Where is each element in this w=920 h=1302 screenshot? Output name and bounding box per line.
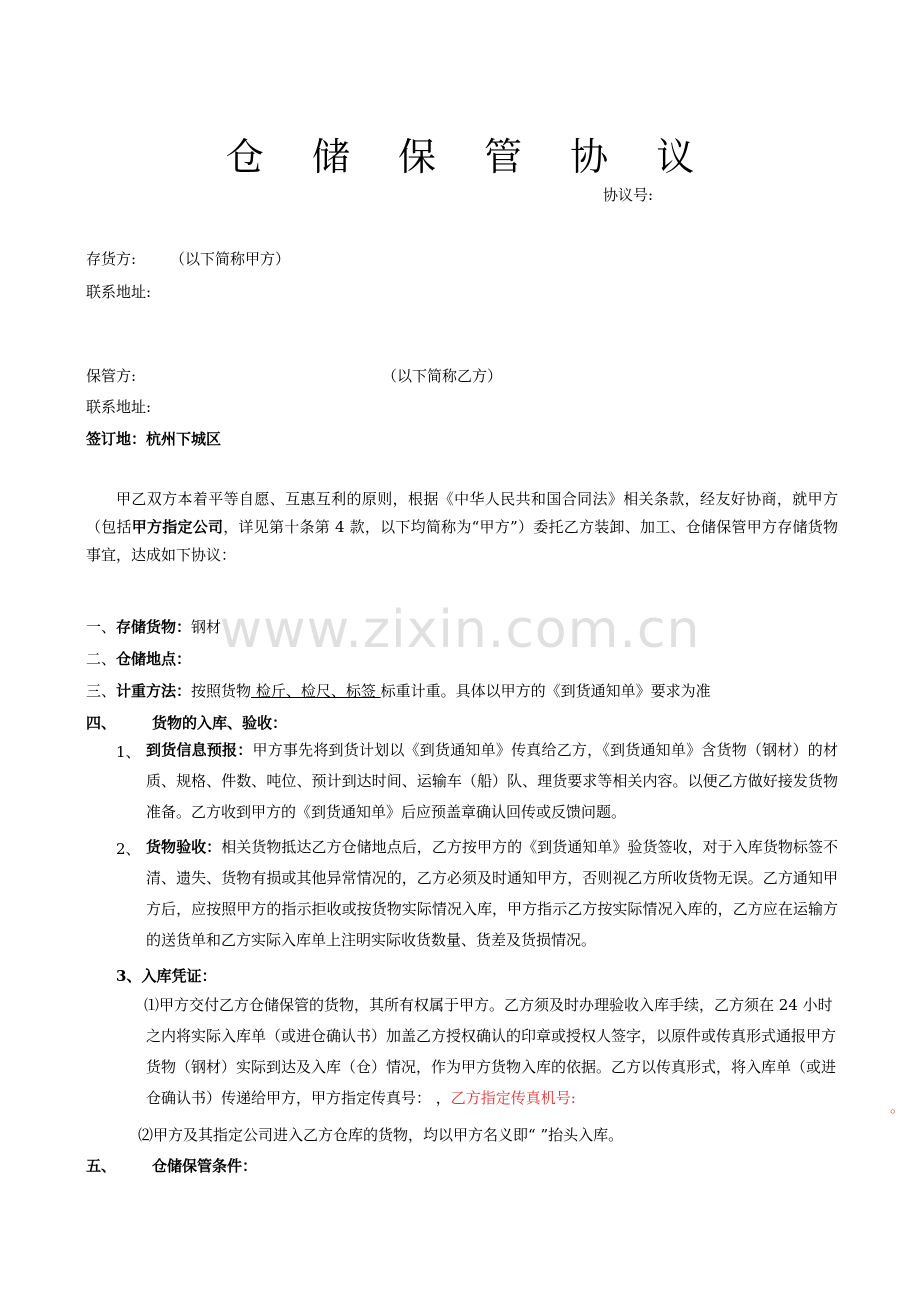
item-3-1-tail: 。 — [890, 1098, 906, 1116]
section-3-post: 标重计重。具体以甲方的《到货通知单》要求为准 — [380, 682, 711, 700]
intro-text-1: 甲乙双方本着平等自愿、互惠互利的原则，根据《中华人民共和国合同法》相关条款，经友好协商，就甲方（包括 — [86, 490, 838, 536]
item-3-2: ⑵甲方及其指定公司进入乙方仓库的货物，均以甲方名义即“ ”抬头入库。 — [138, 1126, 624, 1144]
item-1-num: 1、 — [116, 743, 141, 761]
section-1 — [86, 616, 221, 637]
custodian-address-label: 联系地址: — [86, 398, 152, 416]
intro-paragraph — [86, 485, 838, 569]
watermark: www.zixin.com.cn — [219, 600, 701, 660]
section-3-label: 计重方法： — [116, 682, 192, 700]
section-4 — [86, 712, 287, 733]
section-2-label: 仓储地点： — [116, 650, 192, 668]
section-1-label: 存储货物： — [116, 618, 192, 636]
item-2 — [146, 832, 838, 956]
item-2-num: 2、 — [116, 840, 141, 858]
custodian-abbr: （以下简称乙方） — [382, 367, 503, 385]
item-3-label: 入库凭证： — [141, 967, 217, 985]
item-3-1 — [146, 990, 838, 1114]
section-4-num: 四、 — [86, 714, 117, 732]
depositor-abbr: （以下简称甲方） — [170, 250, 291, 268]
depositor-label: 存货方: — [86, 250, 137, 268]
item-2-text: 相关货物抵达乙方仓储地点后，乙方按甲方的《到货通知单》验货签收，对于入库货物标签不清、遗失、货物有损或其他异常情况的，乙方必须及时通知甲方，否则视乙方所收货物无误。乙方通知甲方后，应按照甲方的指示拒收或按货物实际情况入库，甲方指示乙方按实际情况入库的，乙方应在运输方的送货单和乙方实际入库单上注明实际收货数量、货差及货损情况。 — [146, 838, 838, 949]
item-3-num: 3、 — [116, 967, 142, 985]
depositor-address-label: 联系地址: — [86, 283, 152, 301]
section-3-underline: 检斤、检尺、标签 — [251, 682, 381, 700]
sign-place: 签订地：杭州下城区 — [86, 430, 222, 448]
section-1-value: 钢材 — [191, 618, 222, 636]
item-3 — [116, 965, 216, 986]
item-1-text: 甲方事先将到货计划以《到货通知单》传真给乙方，《到货通知单》含货物（钢材）的材质、规格、件数、吨位、预计到达时间、运输车（船）队、理货要求等相关内容。以便乙方做好接发货物准备。乙方收到甲方的《到货通知单》后应预盖章确认回传或反馈问题。 — [146, 741, 838, 821]
custodian-label: 保管方: — [86, 367, 137, 385]
section-3 — [86, 680, 711, 701]
section-2 — [86, 648, 191, 669]
section-5 — [86, 1155, 257, 1176]
item-3-1-text: ⑴甲方交付乙方仓储保管的货物，其所有权属于甲方。乙方须及时办理验收入库手续，乙方须在 24 小时之内将实际入库单（或进仓确认书）加盖乙方授权确认的印章或授权人签字，以原件或传真形式通报甲方货物（钢材）实际到达及入库（仓）情况，作为甲方货物入库的依据。乙方以传真形式，将入库单（或进仓确认书）传递给甲方，甲方指定传真号： ， — [144, 996, 837, 1107]
section-3-num: 三、 — [86, 682, 117, 700]
document-title: 仓 储 保 管 协 议 — [225, 135, 713, 179]
intro-bold: 甲方指定公司 — [131, 518, 224, 536]
item-1 — [146, 735, 838, 828]
section-4-label: 货物的入库、验收： — [152, 714, 288, 732]
item-2-label: 货物验收： — [146, 838, 222, 856]
section-3-pre: 按照货物 — [191, 682, 252, 700]
section-1-num: 一、 — [86, 618, 117, 636]
section-5-num: 五、 — [86, 1157, 117, 1175]
agreement-number-label: 协议号: — [603, 186, 654, 204]
section-5-label: 仓储保管条件： — [152, 1157, 258, 1175]
item-3-1-red: 乙方指定传真机号: — [450, 1089, 576, 1107]
section-2-num: 二、 — [86, 650, 117, 668]
intro-text-2: ，详见第十条第 4 款，以下均简称为“甲方”）委托乙方装卸、加工、仓储保管甲方存储货物事宜，达成如下协议： — [86, 518, 838, 564]
item-1-label: 到货信息预报： — [146, 741, 253, 759]
